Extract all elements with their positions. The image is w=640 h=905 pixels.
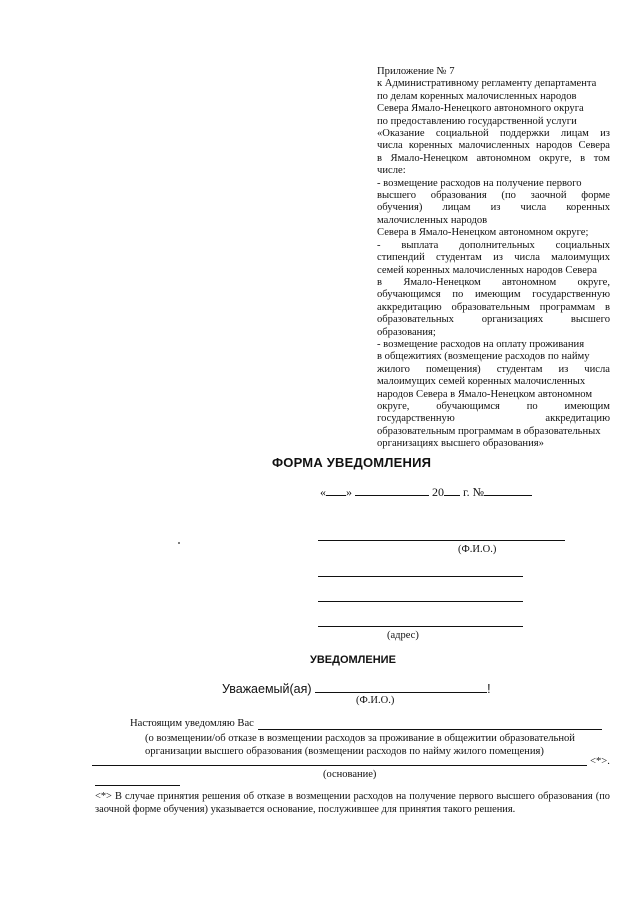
appendix-line: малоимущих семей коренных малочисленных xyxy=(377,376,586,388)
appendix-line: обучения) лицам из числа коренных xyxy=(377,202,610,214)
year-prefix: 20 xyxy=(432,485,444,499)
greeting-fio-caption: (Ф.И.О.) xyxy=(356,695,395,706)
decision-hint-line-1: (о возмещении/об отказе в возмещении расходов за проживание в общежитии образовательной xyxy=(145,733,575,744)
appendix-line: - выплата дополнительных социальных xyxy=(377,239,610,251)
appendix-line: организациях высшего образования» xyxy=(377,438,544,450)
recipient-address-field-3[interactable] xyxy=(318,626,523,627)
month-field[interactable] xyxy=(355,485,429,496)
appendix-line: образования; xyxy=(377,326,436,338)
appendix-line: высшего образования (по заочной форме xyxy=(377,190,610,202)
appendix-line: к Административному регламенту департамента xyxy=(377,78,597,90)
notice-title: УВЕДОМЛЕНИЕ xyxy=(310,654,396,666)
recipient-address-caption: (адрес) xyxy=(387,630,419,641)
year-field[interactable] xyxy=(444,485,460,496)
scan-speck xyxy=(178,542,180,544)
recipient-fio-caption: (Ф.И.О.) xyxy=(458,544,497,555)
appendix-line: аккредитацию образовательным программам в xyxy=(377,301,610,313)
greeting-fio-field[interactable] xyxy=(315,681,487,693)
appendix-line: «Оказание социальной поддержки лицам из xyxy=(377,128,610,140)
appendix-line: в Ямало-Ненецком автономном округе, в том xyxy=(377,152,610,164)
day-field[interactable] xyxy=(326,485,346,496)
greeting-text: Уважаемый(ая) xyxy=(222,682,312,696)
appendix-line: образовательным программам в образовательных xyxy=(377,425,601,437)
appendix-line: округе, обучающимся по имеющим xyxy=(377,400,610,412)
appendix-line: - возмещение расходов на оплату проживания xyxy=(377,338,585,350)
footnote-mark: <*>. xyxy=(590,756,610,767)
appendix-line: числа коренных малочисленных народов Севера xyxy=(377,140,610,152)
appendix-header xyxy=(377,66,610,451)
appendix-line: Приложение № 7 xyxy=(377,66,455,77)
number-field[interactable] xyxy=(484,485,532,496)
appendix-line: семей коренных малочисленных народов Севера xyxy=(377,264,597,276)
date-number-line xyxy=(320,485,532,500)
footnote-divider xyxy=(95,785,180,786)
quote-open: « xyxy=(320,485,326,499)
appendix-line: Севера в Ямало-Ненецком автономном округе; xyxy=(377,227,589,239)
decision-hint-line-2: организации высшего образования (возмещении расходов по найму жилого помещения) xyxy=(145,746,544,757)
greeting-end: ! xyxy=(487,682,491,696)
intro-text: Настоящим уведомляю Вас xyxy=(130,718,254,729)
appendix-line: государственную аккредитацию xyxy=(377,413,610,425)
form-title: ФОРМА УВЕДОМЛЕНИЯ xyxy=(272,455,432,470)
number-label: г. № xyxy=(463,485,485,499)
recipient-address-field-2[interactable] xyxy=(318,601,523,602)
appendix-line: стипендий студентам из числа малоимущих xyxy=(377,252,610,264)
appendix-line: числе: xyxy=(377,165,406,177)
appendix-line: в общежитиях (возмещение расходов по найму xyxy=(377,351,590,363)
recipient-address-field-1[interactable] xyxy=(318,576,523,577)
appendix-line: в Ямало-Ненецком автономном округе, xyxy=(377,276,610,288)
appendix-line: малочисленных народов xyxy=(377,214,488,226)
appendix-line: по делам коренных малочисленных народов xyxy=(377,90,577,102)
footnote-text: <*> В случае принятия решения об отказе в возмещении расходов на получение первого высшего образования (по заочной форме обучения) указывается основание, послужившее для принятия такого решения. xyxy=(95,791,610,815)
appendix-line: народов Севера в Ямало-Ненецком автономном xyxy=(377,388,593,400)
greeting-line xyxy=(222,681,491,696)
appendix-line: образовательных организациях высшего xyxy=(377,314,610,326)
appendix-line: по предоставлению государственной услуги xyxy=(377,115,577,127)
basis-field[interactable] xyxy=(92,765,587,766)
basis-caption: (основание) xyxy=(323,769,377,780)
appendix-line: - возмещение расходов на получение первого xyxy=(377,177,582,189)
recipient-fio-field[interactable] xyxy=(318,540,565,541)
decision-field[interactable] xyxy=(258,729,602,730)
appendix-line: жилого помещения) студентам из числа xyxy=(377,363,610,375)
quote-close: » xyxy=(346,485,352,499)
appendix-line: Севера Ямало-Ненецкого автономного округа xyxy=(377,103,584,115)
appendix-line: обучающимся по имеющим государственную xyxy=(377,289,610,301)
